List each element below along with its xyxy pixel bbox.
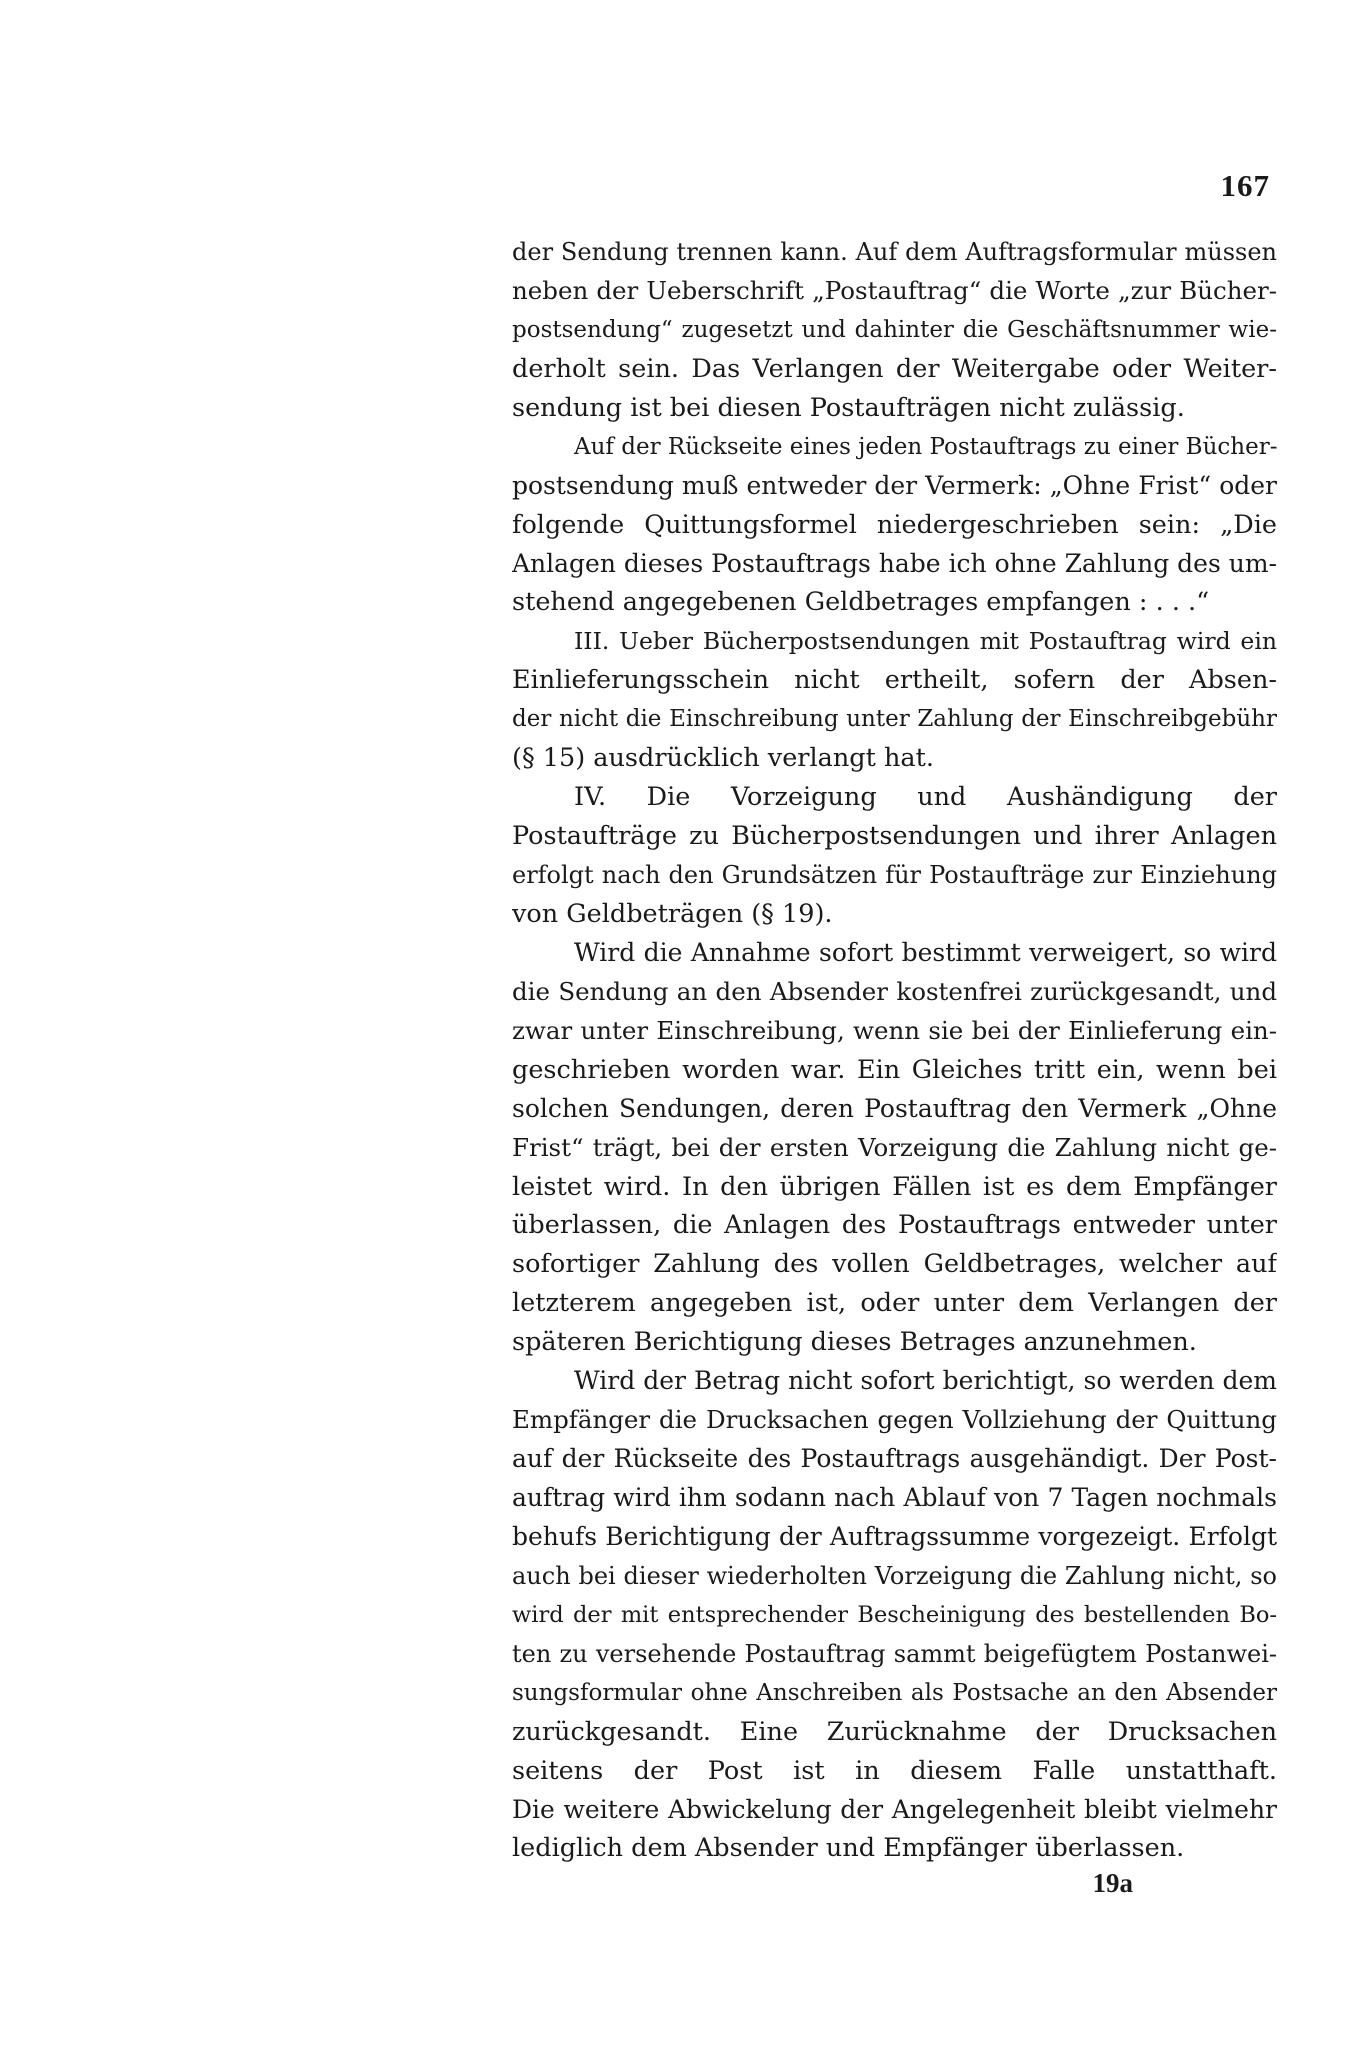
text-line: geschrieben worden war. Ein Gleiches tritt ein, wenn bei [512,1054,1277,1085]
text-line: postsendung“ zugesetzt und dahinter die Geschäftsnummer wie- [512,316,1277,343]
text-line: Die weitere Abwickelung der Angelegenheit bleibt vielmehr [512,1794,1277,1824]
text-line: Empfänger die Drucksachen gegen Vollziehung der Quittung [512,1405,1277,1435]
text-line: auch bei dieser wiederholten Vorzeigung die Zahlung nicht, so [512,1561,1277,1590]
text-line: seitens der Post ist in diesem Falle unstatthaft. [512,1755,1277,1786]
text-line: Wird die Annahme sofort bestimmt verweigert, so wird [574,937,1277,967]
text-line: lediglich dem Absender und Empfänger überlassen. [512,1833,1185,1864]
text-line: die Sendung an den Absender kostenfrei zurückgesandt, und [512,976,1277,1006]
text-line: Wird der Betrag nicht sofort berichtigt, so werden dem [574,1366,1277,1396]
text-line: sendung ist bei diesen Postaufträgen nicht zulässig. [512,392,1185,423]
text-line: (§ 15) ausdrücklich verlangt hat. [512,743,934,774]
text-line: Einlieferungsschein nicht ertheilt, sofern der Absen- [512,665,1277,696]
text-line: III. Ueber Bücherpostsendungen mit Postauftrag wird ein [574,627,1277,656]
text-line: wird der mit entsprechender Bescheinigung des bestellenden Bo- [512,1601,1277,1628]
text-line: Auf der Rückseite eines jeden Postauftrags zu einer Bücher- [574,433,1277,460]
body-text [512,233,1277,1868]
text-line: sofortiger Zahlung des vollen Geldbetrages, welcher auf [512,1249,1277,1280]
text-line: IV. Die Vorzeigung und Aushändigung der [574,782,1277,813]
text-line: postsendung muß entweder der Vermerk: „Ohne Frist“ oder [512,470,1277,500]
text-line: folgende Quittungsformel niedergeschrieben sein: „Die [512,509,1277,540]
page-number: 167 [1220,168,1270,203]
text-line: derholt sein. Das Verlangen der Weitergabe oder Weiter- [512,353,1277,384]
text-line: auftrag wird ihm sodann nach Ablauf von 7 Tagen nochmals [512,1483,1277,1512]
text-line: von Geldbeträgen (§ 19). [512,898,833,929]
text-line: stehend angegebenen Geldbetrages empfangen : . . .“ [512,587,1210,618]
text-line: der nicht die Einschreibung unter Zahlung der Einschreibgebühr [512,706,1277,733]
text-line: auf der Rückseite des Postauftrags ausgehändigt. Der Post- [512,1444,1277,1474]
text-line: behufs Berichtigung der Auftragssumme vorgezeigt. Erfolgt [512,1521,1277,1551]
text-line: sungsformular ohne Anschreiben als Postsache an den Absender [512,1679,1277,1706]
text-line: letzterem angegeben ist, oder unter dem Verlangen der [512,1288,1277,1319]
text-line: neben der Ueberschrift „Postauftrag“ die Worte „zur Bücher- [512,275,1277,305]
text-line: solchen Sendungen, deren Postauftrag den Vermerk „Ohne [512,1093,1277,1123]
text-line: Frist“ trägt, bei der ersten Vorzeigung die Zahlung nicht ge- [512,1132,1277,1162]
text-line: Anlagen dieses Postauftrags habe ich ohne Zahlung des um- [512,548,1277,578]
text-line: ten zu versehende Postauftrag sammt beigefügtem Postanwei- [512,1639,1277,1668]
text-line: späteren Berichtigung dieses Betrages anzunehmen. [512,1327,1197,1358]
text-line: Postaufträge zu Bücherpostsendungen und ihrer Anlagen [512,821,1277,852]
text-line: zurückgesandt. Eine Zurücknahme der Drucksachen [512,1716,1277,1747]
text-line: zwar unter Einschreibung, wenn sie bei der Einlieferung ein- [512,1015,1277,1045]
printer-signature-mark: 19a [1092,1868,1133,1898]
text-line: überlassen, die Anlagen des Postauftrags entweder unter [512,1210,1277,1241]
text-line: leistet wird. In den übrigen Fällen ist es dem Empfänger [512,1171,1277,1202]
text-line: erfolgt nach den Grundsätzen für Postaufträge zur Einziehung [512,861,1277,889]
text-line: der Sendung trennen kann. Auf dem Auftragsformular müssen [512,238,1277,266]
